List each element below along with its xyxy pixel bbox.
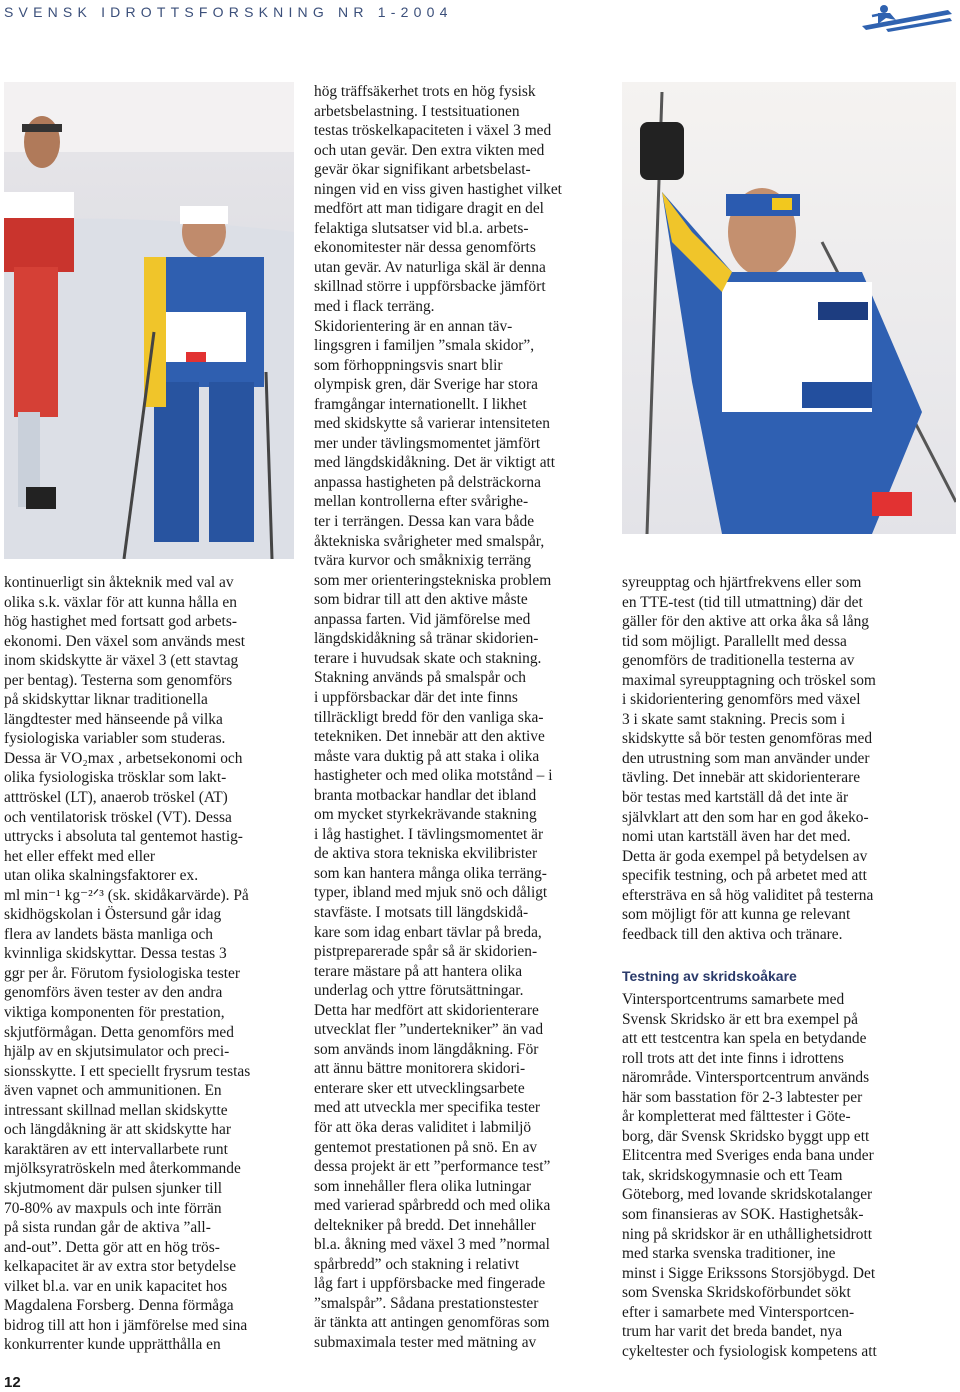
skier-number-13-photo	[622, 82, 956, 534]
body-text-column-3-top: syreupptag och hjärtfrekvens eller som en TTE-test (tid till utmattning) där det gäller för den aktive att orka åka så lång tid som möjligt. Parallellt med dessa genomförs de traditionella testerna av maximal syreupptagning och tröskel som i skidorientering genomförs med växel 3 i skate samt stakning. Precis som i skidskytte så bör testen genomföras med den utrustning som man använder under tävling. Det innebär att skidorienterare bör testas med kartställ då det inte är självklart att den som har en god åkeko- nomi utan kartställ även har det med. Detta är goda exempel på betydelsen av specifik testning, och på arbetet med att eftersträva en så hög validitet på testerna som möjligt för att kunna ge relevant feedback till den aktiva och tränare.	[622, 574, 876, 943]
running-head: SVENSK IDROTTSFORSKNING NR 1-2004	[4, 4, 453, 20]
body-text-column-2: hög träffsäkerhet trots en hög fysisk arbetsbelastning. I testsituationen testas tröskelkapaciteten i växel 3 med och utan gevär. Den extra vikten med gevär ökar signifikant arbetsbelast- ningen vid en viss given hastighet vilket medfört att man tidigare dragit en del felaktiga slutsatser vid bl.a. arbets- ekonomitester när dessa genomförts utan gevär. Av naturliga skäl är denna skillnad större i uppförsbacke jämfört med i flack terräng. Skidorientering är en annan täv- lingsgren i familjen ”smala skidor”, som förhoppningsvis snart blir olympisk gren, där Sverige har stora framgångar internationellt. I likhet med skidskytte så varierar intensiteten mer under tävlingsmomentet jämfört med längdskidåkning. Det är viktigt att anpassa hastigheten på delsträckorna mellan kontrollerna efter svårighe- ter i terrängen. Dessa kan vara både åktekniska svårigheter med smalspår, tvära kurvor och småknixig terräng som mer orienteringstekniska problem som bidrar till att den aktive måste anpassa farten. Vid jämförelse med längdskidåkning så tränar skidorien- terare i huvudsak skate och stakning. Stakning används på smalspår och i uppförsbackar där det inte finns tillräckligt bredd för den vanliga ska- tetekniken. Det innebär att den aktive måste vara duktig på att staka i olika hastigheter och med olika motstånd – i branta motbackar handlar det ibland om mycket styrkekrävande stakning i låg hastighet. I tävlingsmomentet är de aktiva stora tekniska ekvilibrister som kan hantera många olika terräng- typer, ibland med mjuk snö och dåligt stavfäste. I motsats till längdskidå- kare som idag enbart tävlar på breda, pistpreparerade spår så är skidorien- terare mästare på att hantera olika underlag och yttre förutsättningar. Detta har medfört att skidorienterare utvecklat fler ”undertekniker” än vad som används inom längdåkning. För att ännu bättre monitorera skidori- enterare sker ett utvecklingsarbete med att utveckla mer specifika tester för att öka deras validitet i labmiljö gentemot prestationen på snö. En av dessa projekt är ett ”performance test” som innehåller flera olika lutningar med varierad spårbredd och med olika deltekniker på bredd. Det innehåller bl.a. åkning med växel 3 med ”normal spårbredd” och stakning i relativt låg fart i uppförsbacke med fingerade ”smalspår”. Sådana prestationstester är tänkta att antingen genomföras som submaximala tester med mätning av	[314, 83, 562, 1351]
skiers-racing-photo	[4, 82, 294, 559]
skier-logo-icon	[856, 4, 956, 32]
body-text-column-3-bottom: Vintersportcentrums samarbete med Svensk Skridsko är ett bra exempel på att ett testcentra kan spela en betydande roll trots att det inte finns i idrottens närområde. Vintersportcentrum används här som basstation för 2-3 labtester per år kompletterat med fälttester i Göte- borg, där Svensk Skridsko byggt upp ett Elitcentra med Sveriges enda bana under tak, skridskogymnasie och ett Team Göteborg, med lovande skridskotalanger som finansieras av SOK. Hastighetsåk- ning på skridskor är en uthållighetsidrott med starka svenska traditioner, ine minst i Sigge Erikssons Storsjöbygd. Det som Svenska Skridskoförbundet sökt efter i samarbete med Vintersportcen- trum har varit det breda bandet, nya cykeltester och fysiologisk kompetens att	[622, 991, 877, 1360]
body-text-column-1: kontinuerligt sin åkteknik med val av olika s.k. växlar för att kunna hålla en hög hastighet med fortsatt god arbets- ekonomi. Den växel som används mest inom skidskytte är växel 3 (ett stavtag per bentag). Testerna som genomförs på skidskyttar liknar traditionella längdtester med hänseende på vilka fysiologiska variabler som studeras. Dessa är VO₂max , arbetsekonomi och olika fysiologiska trösklar som lakt- atttröskel (LT), anaerob tröskel (AT) och ventilatorisk tröskel (VT). Dessa uttrycks i absoluta tal gentemot hastig- het eller effekt med eller utan olika skalningsfaktorer ex. ml min⁻¹ kg⁻²ᐟ³ (sk. skidåkarvärde). På skidhögskolan i Östersund går idag flera av landets bästa manliga och kvinnliga skidskyttar. Dessa testas 3 ggr per år. Förutom fysiologiska tester genomförs även tester av den andra viktiga komponenten för prestation, skjutförmågan. Detta genomförs med hjälp av en skjutsimulator och preci- sionsskytte. I ett speciellt frysrum testas även vapnet och ammunitionen. En intressant skillnad mellan skidskytte och längdåkning är att skidskytte har karaktären av ett intervallarbete runt mjölksyratröskeln med återkommande skjutmoment där pulsen sjunker till 70-80% av maxpuls och inte förrän på sista rundan går de aktiva ”all- and-out”. Detta gör att en hög trös- kelkapacitet är av extra stor betydelse vilket bl.a. var en unik kapacitet hos Magdalena Forsberg. Denna förmåga bidrog till att hon i jämförelse med sina konkurrenter kunde upprätthålla en	[4, 574, 251, 1354]
section-heading: Testning av skridskoåkare	[622, 968, 797, 984]
page-number: 12	[4, 1374, 21, 1391]
